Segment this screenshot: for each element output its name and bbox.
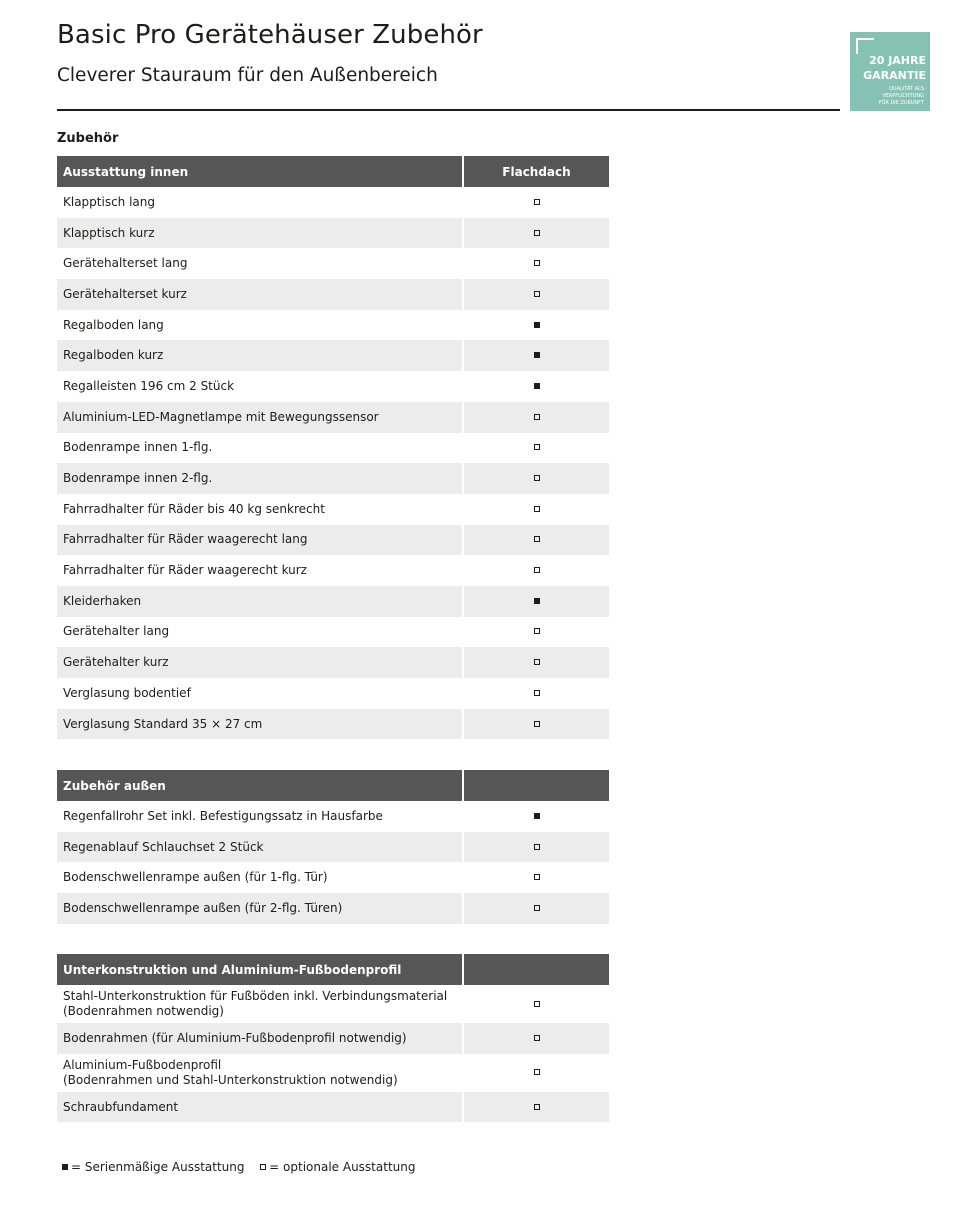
row-label bbox=[57, 248, 463, 279]
row-mark-cell bbox=[463, 647, 609, 678]
standard-square-icon bbox=[534, 813, 540, 819]
row-mark-cell bbox=[463, 402, 609, 433]
optional-square-icon bbox=[534, 506, 540, 512]
row-mark-cell bbox=[463, 371, 609, 402]
table-row bbox=[57, 801, 609, 832]
row-label-text: Stahl-Unterkonstruktion für Fußböden inkl. Verbindungsmaterial bbox=[63, 989, 448, 1003]
optional-square-icon bbox=[534, 659, 540, 665]
table-row bbox=[57, 279, 609, 310]
badge-line2: GARANTIE bbox=[863, 69, 926, 82]
row-mark-cell bbox=[463, 555, 609, 586]
row-mark-cell bbox=[463, 893, 609, 924]
optional-square-icon bbox=[534, 874, 540, 880]
row-label bbox=[57, 985, 463, 1023]
header-divider bbox=[57, 109, 840, 111]
table-header-column bbox=[463, 954, 609, 985]
row-mark-cell bbox=[463, 985, 609, 1023]
legend-standard: = Serienmäßige Ausstattung bbox=[71, 1160, 245, 1174]
table-row bbox=[57, 494, 609, 525]
row-label-text: Fahrradhalter für Räder bis 40 kg senkrecht bbox=[63, 501, 325, 516]
row-mark-cell bbox=[463, 1023, 609, 1054]
optional-square-icon bbox=[534, 536, 540, 542]
table-header-row bbox=[57, 954, 609, 985]
table-row bbox=[57, 218, 609, 249]
badge-line1: 20 JAHRE bbox=[869, 54, 926, 67]
row-label bbox=[57, 187, 463, 218]
row-label-text: Bodenrahmen (für Aluminium-Fußbodenprofil notwendig) bbox=[63, 1030, 407, 1045]
standard-square-icon bbox=[534, 322, 540, 328]
page-title: Basic Pro Gerätehäuser Zubehör bbox=[57, 20, 483, 50]
table-row bbox=[57, 678, 609, 709]
table-row bbox=[57, 617, 609, 648]
row-label bbox=[57, 893, 463, 924]
table-row bbox=[57, 1023, 609, 1054]
row-mark-cell bbox=[463, 218, 609, 249]
row-mark-cell bbox=[463, 1054, 609, 1092]
row-label-text: Fahrradhalter für Räder waagerecht lang bbox=[63, 532, 308, 547]
table-row bbox=[57, 586, 609, 617]
optional-square-icon bbox=[534, 1001, 540, 1007]
row-mark-cell bbox=[463, 310, 609, 341]
optional-square-icon bbox=[534, 291, 540, 297]
row-mark-cell bbox=[463, 463, 609, 494]
row-label bbox=[57, 586, 463, 617]
row-mark-cell bbox=[463, 525, 609, 556]
row-mark-cell bbox=[463, 586, 609, 617]
optional-square-icon bbox=[534, 690, 540, 696]
table-row bbox=[57, 647, 609, 678]
row-mark-cell bbox=[463, 617, 609, 648]
row-label-text: Regalboden kurz bbox=[63, 348, 164, 363]
badge-small-3: FÜR DIE ZUKUNFT bbox=[878, 100, 924, 106]
optional-square-icon bbox=[534, 844, 540, 850]
optional-square-icon bbox=[534, 1035, 540, 1041]
optional-square-icon bbox=[534, 628, 540, 634]
optional-square-icon bbox=[260, 1164, 266, 1170]
badge-small-1: QUALITÄT ALS bbox=[889, 86, 924, 92]
standard-square-icon bbox=[62, 1164, 68, 1170]
optional-square-icon bbox=[534, 567, 540, 573]
optional-square-icon bbox=[534, 260, 540, 266]
table-row bbox=[57, 709, 609, 740]
row-label-text: Klapptisch kurz bbox=[63, 225, 155, 240]
row-label-text: Bodenschwellenrampe außen (für 1-flg. Tür) bbox=[63, 870, 328, 885]
badge-corner-icon bbox=[856, 38, 874, 54]
row-label-text: Gerätehalterset lang bbox=[63, 256, 188, 271]
row-label-text: Regenablauf Schlauchset 2 Stück bbox=[63, 839, 264, 854]
row-label bbox=[57, 832, 463, 863]
row-label bbox=[57, 1023, 463, 1054]
row-mark-cell bbox=[463, 187, 609, 218]
optional-square-icon bbox=[534, 475, 540, 481]
row-label bbox=[57, 678, 463, 709]
row-label-text: Kleiderhaken bbox=[63, 593, 142, 608]
table-header-row bbox=[57, 156, 609, 187]
table-row bbox=[57, 1092, 609, 1123]
row-label-text: Verglasung bodentief bbox=[63, 685, 191, 700]
row-mark-cell bbox=[463, 801, 609, 832]
row-label-text: Aluminium-Fußbodenprofil bbox=[63, 1057, 222, 1072]
table-row bbox=[57, 985, 609, 1023]
row-label-text: Gerätehalterset kurz bbox=[63, 286, 187, 301]
row-mark-cell bbox=[463, 862, 609, 893]
row-mark-cell bbox=[463, 279, 609, 310]
row-label bbox=[57, 402, 463, 433]
row-label-text: Gerätehalter lang bbox=[63, 624, 170, 639]
row-label bbox=[57, 310, 463, 341]
table-row bbox=[57, 340, 609, 371]
row-label bbox=[57, 279, 463, 310]
table-header-label: Zubehör außen bbox=[57, 770, 463, 801]
table-header-label: Unterkonstruktion und Aluminium-Fußbodenprofil bbox=[57, 954, 463, 985]
table-row bbox=[57, 1054, 609, 1092]
row-label-text: Verglasung Standard 35 × 27 cm bbox=[63, 716, 263, 731]
table-row bbox=[57, 402, 609, 433]
row-label bbox=[57, 463, 463, 494]
row-label-text: Gerätehalter kurz bbox=[63, 655, 169, 670]
row-label bbox=[57, 1092, 463, 1123]
legend bbox=[62, 1160, 415, 1174]
badge-small-2: VERPFLICHTUNG bbox=[882, 93, 924, 99]
row-label-text: Schraubfundament bbox=[63, 1099, 179, 1114]
row-label bbox=[57, 647, 463, 678]
row-label bbox=[57, 525, 463, 556]
optional-square-icon bbox=[534, 1069, 540, 1075]
table-header-column bbox=[463, 770, 609, 801]
row-label bbox=[57, 862, 463, 893]
row-mark-cell bbox=[463, 340, 609, 371]
table-row bbox=[57, 832, 609, 863]
row-label bbox=[57, 433, 463, 464]
table-header-column: Flachdach bbox=[463, 156, 609, 187]
optional-square-icon bbox=[534, 1104, 540, 1110]
optional-square-icon bbox=[534, 414, 540, 420]
row-label-text: Bodenrampe innen 1-flg. bbox=[63, 440, 213, 455]
row-label-note: (Bodenrahmen und Stahl-Unterkonstruktion notwendig) bbox=[63, 1072, 398, 1087]
standard-square-icon bbox=[534, 383, 540, 389]
row-label-text: Bodenschwellenrampe außen (für 2-flg. Türen) bbox=[63, 900, 343, 915]
table-row bbox=[57, 525, 609, 556]
row-label-text: Aluminium-LED-Magnetlampe mit Bewegungssensor bbox=[63, 409, 379, 424]
row-label-text: Regalleisten 196 cm 2 Stück bbox=[63, 378, 235, 393]
row-label-text: Bodenrampe innen 2-flg. bbox=[63, 471, 213, 486]
table-header-row bbox=[57, 770, 609, 801]
row-label-text: Regenfallrohr Set inkl. Befestigungssatz in Hausfarbe bbox=[63, 808, 383, 823]
optional-square-icon bbox=[534, 230, 540, 236]
row-label bbox=[57, 1054, 463, 1092]
optional-square-icon bbox=[534, 199, 540, 205]
table-row bbox=[57, 371, 609, 402]
row-label bbox=[57, 709, 463, 740]
page-subtitle: Cleverer Stauraum für den Außenbereich bbox=[57, 65, 438, 86]
row-mark-cell bbox=[463, 433, 609, 464]
row-label bbox=[57, 371, 463, 402]
row-label-text: Regalboden lang bbox=[63, 317, 164, 332]
table-zubehoer-aussen bbox=[57, 770, 609, 924]
table-header-label: Ausstattung innen bbox=[57, 156, 463, 187]
row-label bbox=[57, 340, 463, 371]
table-row bbox=[57, 310, 609, 341]
row-label-text: Fahrradhalter für Räder waagerecht kurz bbox=[63, 563, 307, 578]
row-mark-cell bbox=[463, 248, 609, 279]
table-unterkonstruktion bbox=[57, 954, 609, 1122]
row-mark-cell bbox=[463, 678, 609, 709]
row-label bbox=[57, 555, 463, 586]
table-row bbox=[57, 433, 609, 464]
standard-square-icon bbox=[534, 352, 540, 358]
section-label: Zubehör bbox=[57, 131, 119, 146]
table-row bbox=[57, 463, 609, 494]
legend-optional: = optionale Ausstattung bbox=[269, 1160, 416, 1174]
row-label bbox=[57, 494, 463, 525]
row-label-text: Klapptisch lang bbox=[63, 194, 156, 209]
table-row bbox=[57, 248, 609, 279]
table-row bbox=[57, 862, 609, 893]
optional-square-icon bbox=[534, 721, 540, 727]
table-row bbox=[57, 893, 609, 924]
table-row bbox=[57, 555, 609, 586]
row-mark-cell bbox=[463, 1092, 609, 1123]
standard-square-icon bbox=[534, 598, 540, 604]
row-label-note: (Bodenrahmen notwendig) bbox=[63, 1004, 224, 1018]
warranty-badge bbox=[850, 32, 930, 111]
optional-square-icon bbox=[534, 905, 540, 911]
table-row bbox=[57, 187, 609, 218]
row-label bbox=[57, 801, 463, 832]
row-label bbox=[57, 218, 463, 249]
table-ausstattung-innen bbox=[57, 156, 609, 739]
row-mark-cell bbox=[463, 709, 609, 740]
optional-square-icon bbox=[534, 444, 540, 450]
row-mark-cell bbox=[463, 832, 609, 863]
row-mark-cell bbox=[463, 494, 609, 525]
row-label bbox=[57, 617, 463, 648]
